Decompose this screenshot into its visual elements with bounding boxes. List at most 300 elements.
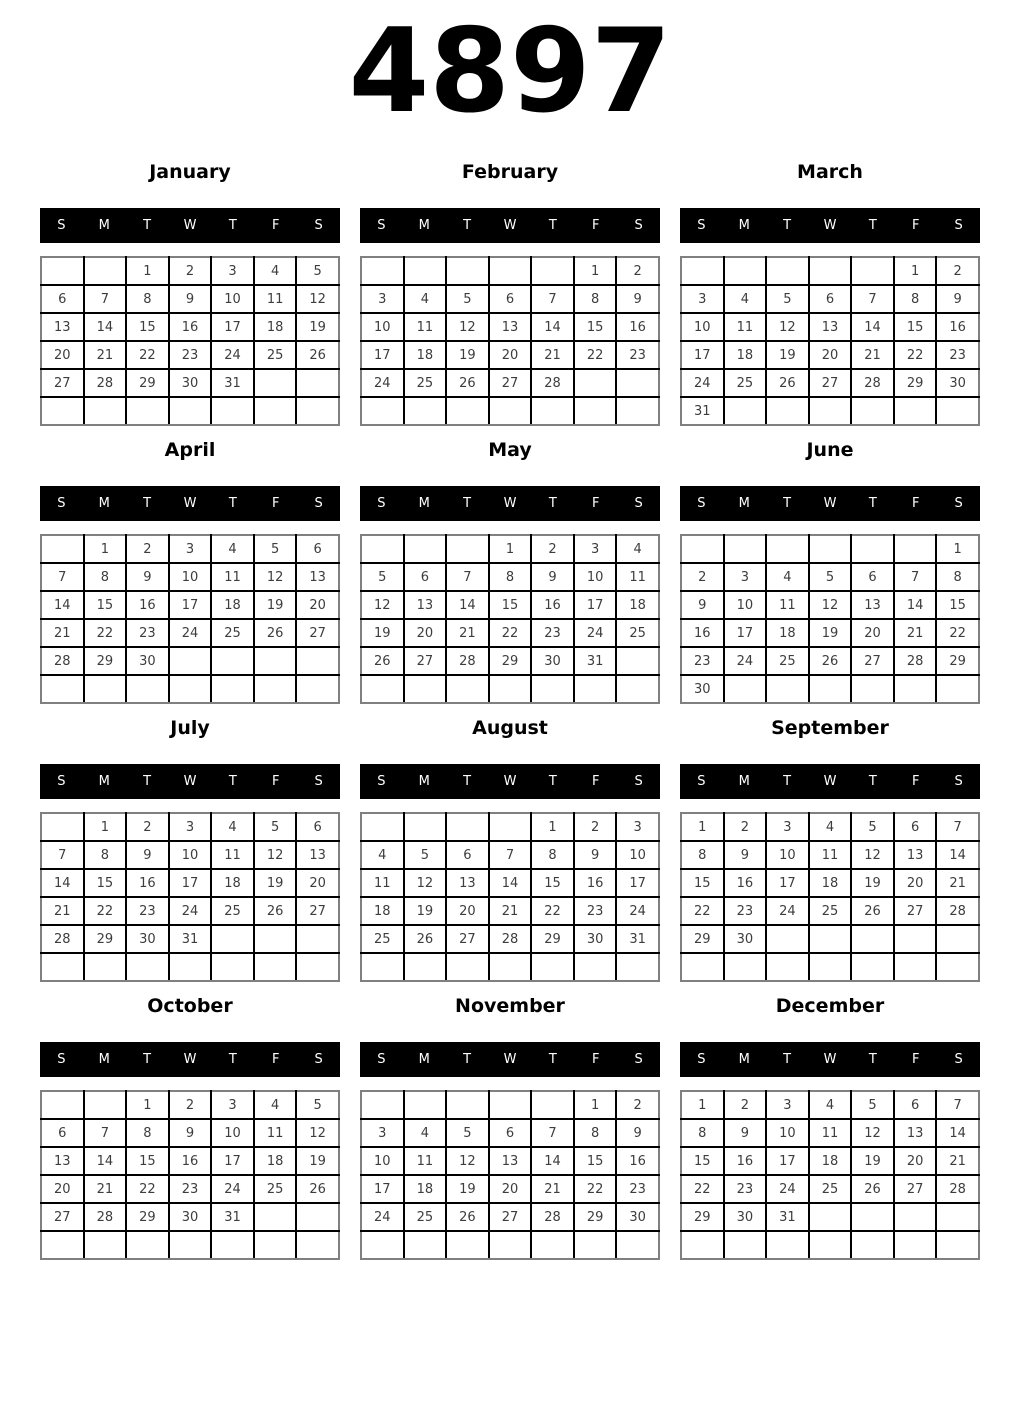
date-cell: 19 <box>254 869 297 897</box>
date-cell: 13 <box>41 1147 84 1175</box>
date-cell: 31 <box>211 369 254 397</box>
empty-cell <box>894 535 937 563</box>
date-cell: 15 <box>84 869 127 897</box>
weekday-cell: S <box>634 218 643 233</box>
date-row <box>41 1119 339 1147</box>
date-cell: 21 <box>41 897 84 925</box>
date-cell: 4 <box>404 1119 447 1147</box>
months-grid <box>0 160 1020 1260</box>
date-cell: 16 <box>724 869 767 897</box>
date-cell: 15 <box>681 1147 724 1175</box>
date-cell: 19 <box>404 897 447 925</box>
empty-cell <box>211 953 254 981</box>
date-cell: 17 <box>361 341 404 369</box>
month-title: April <box>164 439 216 461</box>
date-cell: 27 <box>41 369 84 397</box>
date-row <box>41 1175 339 1203</box>
date-row <box>361 257 659 285</box>
date-cell: 5 <box>809 563 852 591</box>
date-cell: 6 <box>894 813 937 841</box>
empty-cell <box>574 675 617 703</box>
date-cell: 3 <box>361 285 404 313</box>
empty-cell <box>404 813 447 841</box>
date-cell: 10 <box>169 563 212 591</box>
date-cell: 22 <box>681 897 724 925</box>
date-cell: 23 <box>574 897 617 925</box>
date-cell: 22 <box>84 897 127 925</box>
date-cell: 22 <box>126 1175 169 1203</box>
empty-cell <box>851 925 894 953</box>
empty-cell <box>809 675 852 703</box>
date-row <box>361 813 659 841</box>
date-cell: 22 <box>531 897 574 925</box>
date-cell: 6 <box>894 1091 937 1119</box>
weekday-cell: M <box>98 774 110 789</box>
date-cell: 27 <box>851 647 894 675</box>
date-cell: 12 <box>809 591 852 619</box>
empty-cell <box>41 1091 84 1119</box>
date-cell: 18 <box>361 897 404 925</box>
date-cell: 1 <box>936 535 979 563</box>
date-cell: 16 <box>126 591 169 619</box>
date-cell: 8 <box>531 841 574 869</box>
empty-cell <box>41 953 84 981</box>
weekday-cell: F <box>591 1052 600 1067</box>
empty-cell <box>446 1231 489 1259</box>
weekday-cell: T <box>783 218 792 233</box>
date-row <box>681 925 979 953</box>
empty-cell <box>84 1091 127 1119</box>
date-cell: 28 <box>84 1203 127 1231</box>
weekday-cell: W <box>183 218 197 233</box>
date-cell: 31 <box>681 397 724 425</box>
date-cell: 15 <box>84 591 127 619</box>
weekday-cell: T <box>868 1052 877 1067</box>
weekday-cell: M <box>738 1052 750 1067</box>
date-cell: 12 <box>766 313 809 341</box>
date-cell: 11 <box>361 869 404 897</box>
date-cell: 1 <box>84 535 127 563</box>
date-cell: 11 <box>211 841 254 869</box>
date-cell: 20 <box>489 341 532 369</box>
date-cell: 22 <box>489 619 532 647</box>
weekday-cell: S <box>377 774 386 789</box>
weekday-cell: S <box>954 496 963 511</box>
empty-cell <box>446 397 489 425</box>
date-cell: 28 <box>531 369 574 397</box>
date-cell: 5 <box>404 841 447 869</box>
date-cell: 23 <box>531 619 574 647</box>
date-cell: 8 <box>681 1119 724 1147</box>
empty-cell <box>296 1203 339 1231</box>
date-cell: 19 <box>446 1175 489 1203</box>
date-cell: 18 <box>809 1147 852 1175</box>
date-cell: 27 <box>296 897 339 925</box>
date-cell: 3 <box>616 813 659 841</box>
weekday-header <box>40 486 340 521</box>
empty-cell <box>126 397 169 425</box>
date-cell: 23 <box>169 1175 212 1203</box>
date-cell: 4 <box>211 535 254 563</box>
month-march <box>680 160 980 426</box>
date-cell: 1 <box>574 257 617 285</box>
date-cell: 29 <box>574 1203 617 1231</box>
empty-cell <box>84 257 127 285</box>
empty-cell <box>41 813 84 841</box>
date-cell: 28 <box>41 925 84 953</box>
date-cell: 4 <box>809 1091 852 1119</box>
date-row <box>681 1147 979 1175</box>
empty-cell <box>254 647 297 675</box>
date-cell: 11 <box>616 563 659 591</box>
date-cell: 28 <box>851 369 894 397</box>
weekday-cell: S <box>634 774 643 789</box>
empty-cell <box>211 675 254 703</box>
date-cell: 7 <box>531 285 574 313</box>
date-row <box>361 285 659 313</box>
date-cell: 10 <box>361 313 404 341</box>
date-cell: 9 <box>681 591 724 619</box>
empty-cell <box>851 675 894 703</box>
date-cell: 5 <box>766 285 809 313</box>
empty-cell <box>446 953 489 981</box>
date-cell: 28 <box>531 1203 574 1231</box>
date-cell: 8 <box>126 1119 169 1147</box>
date-cell: 7 <box>41 563 84 591</box>
date-cell: 19 <box>254 591 297 619</box>
date-row <box>681 869 979 897</box>
date-row <box>41 925 339 953</box>
date-cell: 14 <box>489 869 532 897</box>
date-cell: 20 <box>894 869 937 897</box>
empty-cell <box>894 925 937 953</box>
date-cell: 23 <box>681 647 724 675</box>
month-september <box>680 716 980 982</box>
date-cell: 4 <box>254 257 297 285</box>
weekday-cell: T <box>463 496 472 511</box>
date-row <box>41 1091 339 1119</box>
date-cell: 22 <box>84 619 127 647</box>
empty-cell <box>766 257 809 285</box>
date-cell: 15 <box>936 591 979 619</box>
empty-cell <box>84 953 127 981</box>
date-cell: 3 <box>724 563 767 591</box>
date-cell: 6 <box>489 1119 532 1147</box>
date-cell: 31 <box>766 1203 809 1231</box>
empty-cell <box>489 675 532 703</box>
date-cell: 27 <box>404 647 447 675</box>
date-cell: 2 <box>169 257 212 285</box>
date-cell: 24 <box>766 1175 809 1203</box>
empty-cell <box>169 397 212 425</box>
date-cell: 9 <box>126 563 169 591</box>
weekday-cell: T <box>548 496 557 511</box>
empty-cell <box>851 953 894 981</box>
empty-cell <box>531 1231 574 1259</box>
date-cell: 11 <box>809 841 852 869</box>
weekday-cell: W <box>823 774 837 789</box>
date-cell: 25 <box>616 619 659 647</box>
empty-cell <box>126 1231 169 1259</box>
date-cell: 17 <box>169 591 212 619</box>
empty-cell <box>681 535 724 563</box>
date-cell: 25 <box>809 897 852 925</box>
date-cell: 1 <box>126 1091 169 1119</box>
weekday-cell: S <box>57 1052 66 1067</box>
date-row <box>361 1231 659 1259</box>
date-cell: 14 <box>936 1119 979 1147</box>
empty-cell <box>169 953 212 981</box>
weekday-cell: S <box>377 1052 386 1067</box>
weekday-cell: T <box>463 1052 472 1067</box>
weekday-header <box>360 1042 660 1077</box>
weekday-cell: T <box>143 496 152 511</box>
date-cell: 19 <box>809 619 852 647</box>
date-cell: 27 <box>894 897 937 925</box>
empty-cell <box>41 1231 84 1259</box>
empty-cell <box>211 925 254 953</box>
weekday-cell: T <box>783 774 792 789</box>
date-cell: 24 <box>724 647 767 675</box>
weekday-cell: S <box>57 774 66 789</box>
date-row <box>681 897 979 925</box>
date-row <box>681 647 979 675</box>
empty-cell <box>531 397 574 425</box>
empty-cell <box>296 647 339 675</box>
empty-cell <box>254 1203 297 1231</box>
date-cell: 19 <box>446 341 489 369</box>
date-cell: 18 <box>254 313 297 341</box>
date-cell: 16 <box>936 313 979 341</box>
weekday-cell: T <box>143 1052 152 1067</box>
date-cell: 7 <box>84 1119 127 1147</box>
date-row <box>361 647 659 675</box>
date-cell: 1 <box>681 1091 724 1119</box>
empty-cell <box>574 397 617 425</box>
date-cell: 14 <box>84 313 127 341</box>
date-row <box>41 563 339 591</box>
date-cell: 12 <box>296 1119 339 1147</box>
date-cell: 29 <box>681 1203 724 1231</box>
date-cell: 29 <box>894 369 937 397</box>
weekday-cell: M <box>98 1052 110 1067</box>
date-cell: 28 <box>894 647 937 675</box>
empty-cell <box>489 813 532 841</box>
date-row <box>361 953 659 981</box>
empty-cell <box>489 1231 532 1259</box>
date-row <box>361 1203 659 1231</box>
date-cell: 30 <box>936 369 979 397</box>
date-cell: 20 <box>446 897 489 925</box>
empty-cell <box>169 647 212 675</box>
date-row <box>361 313 659 341</box>
date-row <box>41 619 339 647</box>
month-title: October <box>147 995 233 1017</box>
weekday-header <box>360 486 660 521</box>
date-cell: 18 <box>211 591 254 619</box>
date-row <box>361 675 659 703</box>
date-cell: 9 <box>616 285 659 313</box>
date-grid <box>680 534 980 704</box>
weekday-cell: F <box>591 218 600 233</box>
date-cell: 2 <box>616 257 659 285</box>
weekday-cell: S <box>634 1052 643 1067</box>
date-row <box>41 1147 339 1175</box>
date-cell: 18 <box>766 619 809 647</box>
date-cell: 25 <box>809 1175 852 1203</box>
date-cell: 27 <box>894 1175 937 1203</box>
weekday-header <box>680 1042 980 1077</box>
date-cell: 19 <box>361 619 404 647</box>
date-cell: 15 <box>126 1147 169 1175</box>
date-cell: 13 <box>446 869 489 897</box>
date-row <box>41 341 339 369</box>
empty-cell <box>211 397 254 425</box>
date-cell: 29 <box>489 647 532 675</box>
date-cell: 25 <box>211 619 254 647</box>
weekday-cell: M <box>418 218 430 233</box>
date-cell: 18 <box>616 591 659 619</box>
date-row <box>681 397 979 425</box>
date-cell: 7 <box>41 841 84 869</box>
date-cell: 13 <box>489 1147 532 1175</box>
date-cell: 26 <box>809 647 852 675</box>
date-cell: 15 <box>681 869 724 897</box>
date-grid <box>40 812 340 982</box>
month-july <box>40 716 340 982</box>
empty-cell <box>809 925 852 953</box>
date-row <box>41 675 339 703</box>
date-row <box>681 1119 979 1147</box>
date-cell: 8 <box>894 285 937 313</box>
date-grid <box>360 256 660 426</box>
empty-cell <box>126 953 169 981</box>
date-cell: 1 <box>126 257 169 285</box>
weekday-cell: T <box>228 496 237 511</box>
date-row <box>41 1231 339 1259</box>
date-cell: 10 <box>724 591 767 619</box>
empty-cell <box>361 535 404 563</box>
date-cell: 30 <box>126 925 169 953</box>
weekday-cell: S <box>697 218 706 233</box>
empty-cell <box>404 675 447 703</box>
date-grid <box>680 256 980 426</box>
weekday-cell: S <box>314 218 323 233</box>
empty-cell <box>616 1231 659 1259</box>
empty-cell <box>446 675 489 703</box>
date-cell: 29 <box>84 647 127 675</box>
date-cell: 30 <box>681 675 724 703</box>
weekday-cell: F <box>911 774 920 789</box>
empty-cell <box>894 953 937 981</box>
empty-cell <box>616 675 659 703</box>
weekday-cell: T <box>548 1052 557 1067</box>
month-title: November <box>455 995 565 1017</box>
weekday-cell: F <box>271 774 280 789</box>
date-row <box>681 953 979 981</box>
date-cell: 11 <box>254 1119 297 1147</box>
date-cell: 9 <box>616 1119 659 1147</box>
empty-cell <box>681 1231 724 1259</box>
date-cell: 14 <box>894 591 937 619</box>
weekday-cell: S <box>697 774 706 789</box>
weekday-cell: W <box>503 218 517 233</box>
month-january <box>40 160 340 426</box>
empty-cell <box>809 953 852 981</box>
date-cell: 6 <box>489 285 532 313</box>
weekday-cell: S <box>634 496 643 511</box>
month-title: June <box>806 439 854 461</box>
empty-cell <box>361 397 404 425</box>
date-cell: 21 <box>936 869 979 897</box>
date-cell: 7 <box>489 841 532 869</box>
weekday-cell: W <box>823 496 837 511</box>
date-cell: 8 <box>574 1119 617 1147</box>
date-cell: 12 <box>361 591 404 619</box>
date-cell: 26 <box>404 925 447 953</box>
weekday-cell: S <box>954 774 963 789</box>
date-cell: 14 <box>851 313 894 341</box>
weekday-cell: T <box>868 496 877 511</box>
empty-cell <box>531 953 574 981</box>
date-cell: 16 <box>574 869 617 897</box>
empty-cell <box>724 257 767 285</box>
date-cell: 7 <box>936 813 979 841</box>
date-row <box>41 591 339 619</box>
date-cell: 9 <box>169 285 212 313</box>
month-october <box>40 994 340 1260</box>
weekday-header <box>680 486 980 521</box>
date-row <box>361 369 659 397</box>
empty-cell <box>894 397 937 425</box>
empty-cell <box>616 647 659 675</box>
date-cell: 27 <box>41 1203 84 1231</box>
date-cell: 19 <box>851 1147 894 1175</box>
empty-cell <box>296 953 339 981</box>
date-cell: 26 <box>361 647 404 675</box>
date-cell: 20 <box>894 1147 937 1175</box>
date-cell: 21 <box>41 619 84 647</box>
empty-cell <box>361 953 404 981</box>
date-cell: 10 <box>616 841 659 869</box>
empty-cell <box>851 1203 894 1231</box>
weekday-cell: F <box>271 1052 280 1067</box>
date-cell: 10 <box>574 563 617 591</box>
weekday-cell: T <box>548 774 557 789</box>
date-grid <box>40 256 340 426</box>
date-cell: 19 <box>296 313 339 341</box>
empty-cell <box>254 1231 297 1259</box>
date-grid <box>360 812 660 982</box>
date-cell: 30 <box>724 1203 767 1231</box>
date-cell: 26 <box>296 1175 339 1203</box>
empty-cell <box>681 257 724 285</box>
empty-cell <box>936 953 979 981</box>
weekday-cell: T <box>783 1052 792 1067</box>
empty-cell <box>574 369 617 397</box>
date-cell: 12 <box>254 841 297 869</box>
empty-cell <box>489 1091 532 1119</box>
date-cell: 18 <box>724 341 767 369</box>
date-cell: 4 <box>616 535 659 563</box>
date-cell: 20 <box>41 341 84 369</box>
empty-cell <box>126 675 169 703</box>
weekday-cell: M <box>738 496 750 511</box>
date-row <box>681 285 979 313</box>
date-row <box>41 285 339 313</box>
date-cell: 13 <box>296 563 339 591</box>
date-cell: 23 <box>724 897 767 925</box>
